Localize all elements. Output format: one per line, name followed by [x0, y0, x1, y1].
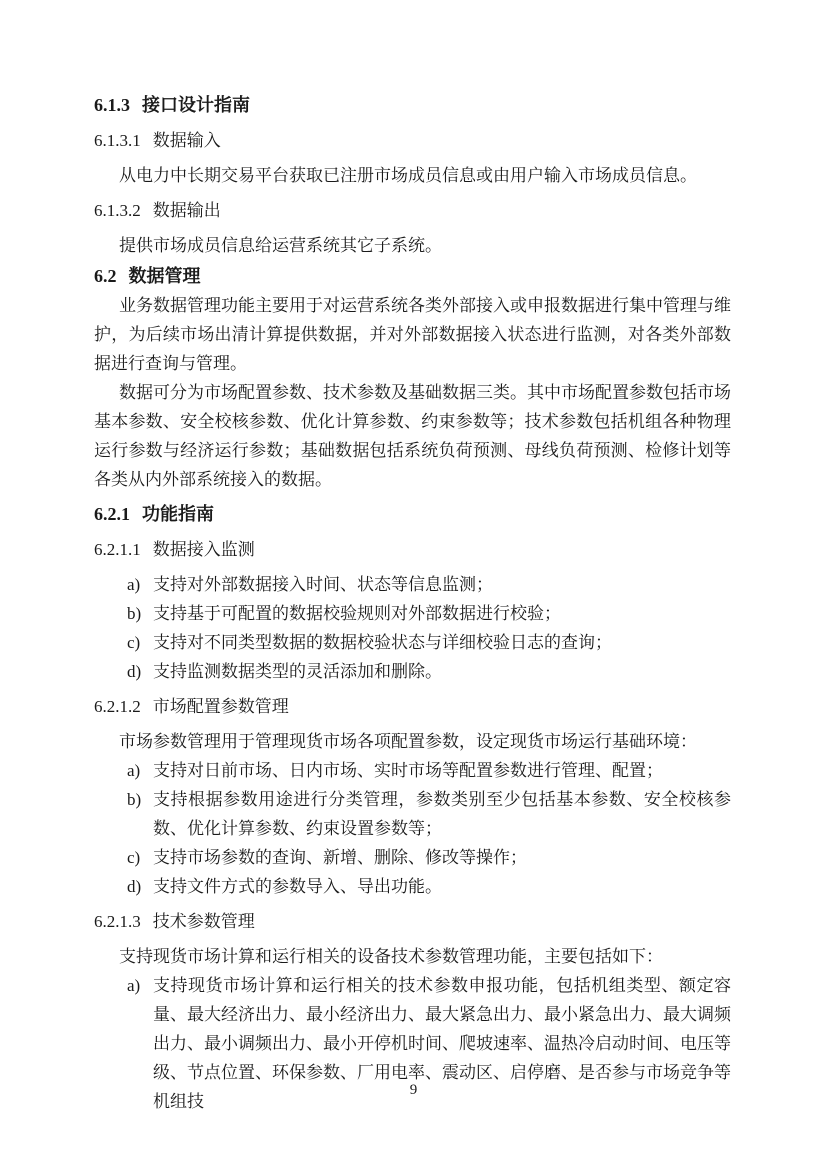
list-item: [94, 756, 731, 785]
list-item-marker: a): [127, 761, 141, 780]
list-item-marker: b): [127, 604, 142, 623]
paragraph-market-config-intro: 市场参数管理用于管理现货市场各项配置参数，设定现货市场运行基础环境：: [119, 732, 697, 751]
heading-number: 6.2.1.1: [94, 540, 141, 559]
heading-number: 6.2.1: [94, 504, 130, 524]
list-item-marker: a): [127, 575, 141, 594]
heading-number: 6.1.3: [94, 95, 130, 115]
paragraph-tech-params-intro: 支持现货市场计算和运行相关的设备技术参数管理功能，主要包括如下：: [119, 947, 663, 966]
paragraph-data-input: 从电力中长期交易平台获取已注册市场成员信息或由用户输入市场成员信息。: [119, 166, 697, 185]
heading-title: 技术参数管理: [152, 912, 255, 931]
list-item-marker: c): [127, 633, 141, 652]
list-item-marker: c): [127, 848, 141, 867]
heading-number: 6.1.3.2: [94, 201, 141, 220]
paragraph-data-management-intro-2: 数据可分为市场配置参数、技术参数及基础数据三类。其中市场配置参数包括市场基本参数、安全校核参数、优化计算参数、约束参数等；技术参数包括机组各种物理运行参数与经济运行参数；基础数据包括系统负荷预测、母线负荷预测、检修计划等各类从内外部系统接入的数据。: [94, 383, 731, 489]
paragraph-data-output: 提供市场成员信息给运营系统其它子系统。: [119, 236, 442, 255]
list-item-marker: a): [127, 976, 141, 995]
list-item: [94, 785, 731, 843]
list-item: [94, 872, 731, 901]
list-item-marker: d): [127, 877, 142, 896]
section-heading-6-1-3: [94, 91, 731, 120]
document-body: [94, 85, 731, 1116]
heading-title: 市场配置参数管理: [152, 697, 289, 716]
list-item-text: 支持对不同类型数据的数据校验状态与详细校验日志的查询；: [153, 633, 612, 652]
heading-title: 数据接入监测: [152, 540, 255, 559]
list-data-access-monitoring: [94, 570, 731, 686]
list-item-text: 支持根据参数用途进行分类管理，参数类别至少包括基本参数、安全校核参数、优化计算参数、约束设置参数等；: [153, 790, 731, 838]
heading-number: 6.1.3.1: [94, 131, 141, 150]
list-item-marker: d): [127, 662, 142, 681]
list-item: [94, 599, 731, 628]
heading-title: 功能指南: [142, 504, 214, 524]
list-item: [94, 843, 731, 872]
list-item-marker: b): [127, 790, 142, 809]
heading-number: 6.2.1.3: [94, 912, 141, 931]
section-heading-6-2-1-3: [94, 907, 731, 936]
heading-title: 数据输入: [152, 131, 221, 150]
list-item-text: 支持对日前市场、日内市场、实时市场等配置参数进行管理、配置；: [153, 761, 663, 780]
list-market-config-params: [94, 756, 731, 901]
list-item-text: 支持市场参数的查询、新增、删除、修改等操作；: [153, 848, 527, 867]
list-item-text: 支持现货市场计算和运行相关的技术参数申报功能，包括机组类型、额定容量、最大经济出力、最小经济出力、最大紧急出力、最小紧急出力、最大调频出力、最小调频出力、最小开停机时间、爬坡速率、温热冷启动时间、电压等级、节点位置、环保参数、厂用电率、震动区、启停磨、是否参与市场竞争等机组技: [153, 976, 731, 1111]
heading-number: 6.2.1.2: [94, 697, 141, 716]
list-item-text: 支持监测数据类型的灵活添加和删除。: [153, 662, 442, 681]
paragraph-data-management-intro-1: 业务数据管理功能主要用于对运营系统各类外部接入或申报数据进行集中管理与维护，为后续市场出清计算提供数据，并对外部数据接入状态进行监测，对各类外部数据进行查询与管理。: [94, 296, 731, 373]
section-heading-6-1-3-1: [94, 126, 731, 155]
heading-title: 接口设计指南: [142, 95, 250, 115]
list-item-text: 支持基于可配置的数据校验规则对外部数据进行校验；: [153, 604, 561, 623]
list-item-text: 支持对外部数据接入时间、状态等信息监测；: [153, 575, 493, 594]
section-heading-6-2-1-2: [94, 692, 731, 721]
section-heading-6-2-1: [94, 500, 731, 529]
page-number: 9: [409, 1082, 418, 1098]
heading-title: 数据输出: [152, 201, 221, 220]
section-heading-6-2: [94, 262, 731, 291]
heading-number: 6.2: [94, 266, 117, 286]
list-item: [94, 570, 731, 599]
list-item: [94, 657, 731, 686]
heading-title: 数据管理: [128, 266, 201, 286]
list-item-text: 支持文件方式的参数导入、导出功能。: [153, 877, 442, 896]
section-heading-6-1-3-2: [94, 196, 731, 225]
section-heading-6-2-1-1: [94, 535, 731, 564]
list-item: [94, 628, 731, 657]
